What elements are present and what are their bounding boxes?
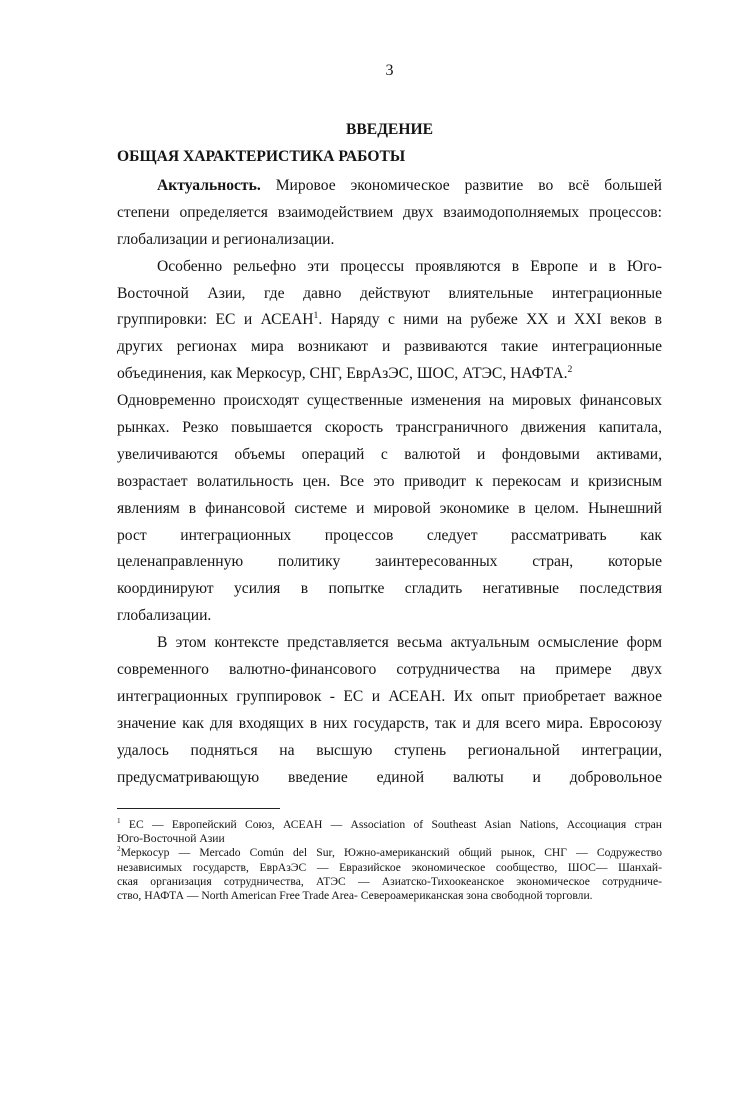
body-line: явлениям в финансовой системе и мировой экономике в целом. Нынешний [117, 499, 662, 517]
footnote-2-line: независимых государств, ЕврАзЭС — Евразийское экономическое сообщество, ШОС— Шанхай- [117, 860, 662, 874]
relevance-label: Актуальность. [157, 177, 261, 194]
footnote-2-line: ская организация сотрудничества, АТЭС — Азиатско-Тихоокеанское экономическое сотрудниче- [117, 874, 662, 888]
page-number: 3 [385, 62, 394, 79]
body-line: предусматривающую введение единой валюты и добровольное [117, 768, 662, 786]
section-subheading: ОБЩАЯ ХАРАКТЕРИСТИКА РАБОТЫ [117, 148, 406, 165]
footnote-2-line: $^2$Меркосур — Mercado Común del Sur, Южно-американский общий рынок, СНГ — Содружество [117, 846, 662, 860]
body-line: рост интеграционных процессов следует рассматривать как [117, 526, 662, 544]
body-line: В этом контексте представляется весьма актуальным осмысление форм [157, 634, 662, 652]
body-line: увеличиваются объемы операций с валютой и фондовыми активами, [117, 445, 662, 463]
footnote-ref-1: 1 [313, 310, 319, 322]
body-line: значение как для входящих в них государств, так и для всего мира. Евросоюзу [117, 714, 662, 732]
body-line: группировки: ЕС и АСЕАН$^1$. Наряду с ними на рубеже XX и XXI веков в [117, 310, 662, 329]
body-line: координируют усилия в попытке сгладить негативные последствия [117, 580, 662, 598]
footnotes [117, 818, 662, 903]
body-line: целенаправленную политику заинтересованных стран, которые [117, 553, 662, 571]
footnote-1-line: Юго-Восточной Азии [117, 832, 225, 846]
footnote-1-line: $^1$ ЕС — Европейский Союз, АСЕАН — Association of Southeast Asian Nations, Ассоциация стран [117, 818, 662, 831]
body-line: Особенно рельефно эти процессы проявляются в Европе и в Юго- [157, 257, 662, 275]
body-text [117, 173, 662, 791]
body-line: объединения, как Меркосур, СНГ, ЕврАзЭС, ШОС, АТЭС, НАФТА.$^2$ [117, 364, 573, 383]
body-line: интеграционных группировок - ЕС и АСЕАН. Их опыт приобретает важное [117, 687, 662, 705]
footnote-mark-1: 1 [117, 818, 121, 826]
body-line: рынках. Резко повышается скорость трансграничного движения капитала, [117, 419, 662, 437]
footnote-2-line: ство, НАФТА — North American Free Trade Area- Североамериканская зона свободной торговли. [117, 888, 593, 902]
body-line: глобализации и регионализации. [117, 230, 335, 248]
body-line: глобализации. [117, 607, 212, 625]
body-line: удалось подняться на высшую ступень региональной интеграции, [117, 741, 662, 759]
body-line: Одновременно происходят существенные изменения на мировых финансовых [117, 392, 662, 410]
footnote-separator [117, 808, 280, 809]
footnote-ref-2: 2 [567, 364, 573, 376]
body-line: возрастает волатильность цен. Все это приводит к перекосам и кризисным [117, 472, 662, 490]
body-line: Актуальность. Мировое экономическое развитие во всё большей [157, 177, 662, 194]
body-line: современного валютно-финансового сотрудничества на примере двух [117, 661, 662, 679]
body-line: других регионах мира возникают и развиваются такие интеграционные [117, 338, 662, 356]
section-heading: ВВЕДЕНИЕ [346, 121, 433, 138]
body-line: Восточной Азии, где давно действуют влиятельные интеграционные [117, 284, 662, 302]
footnote-mark-2: 2 [117, 846, 121, 854]
body-line: степени определяется взаимодействием двух взаимодополняемых процессов: [117, 203, 662, 221]
